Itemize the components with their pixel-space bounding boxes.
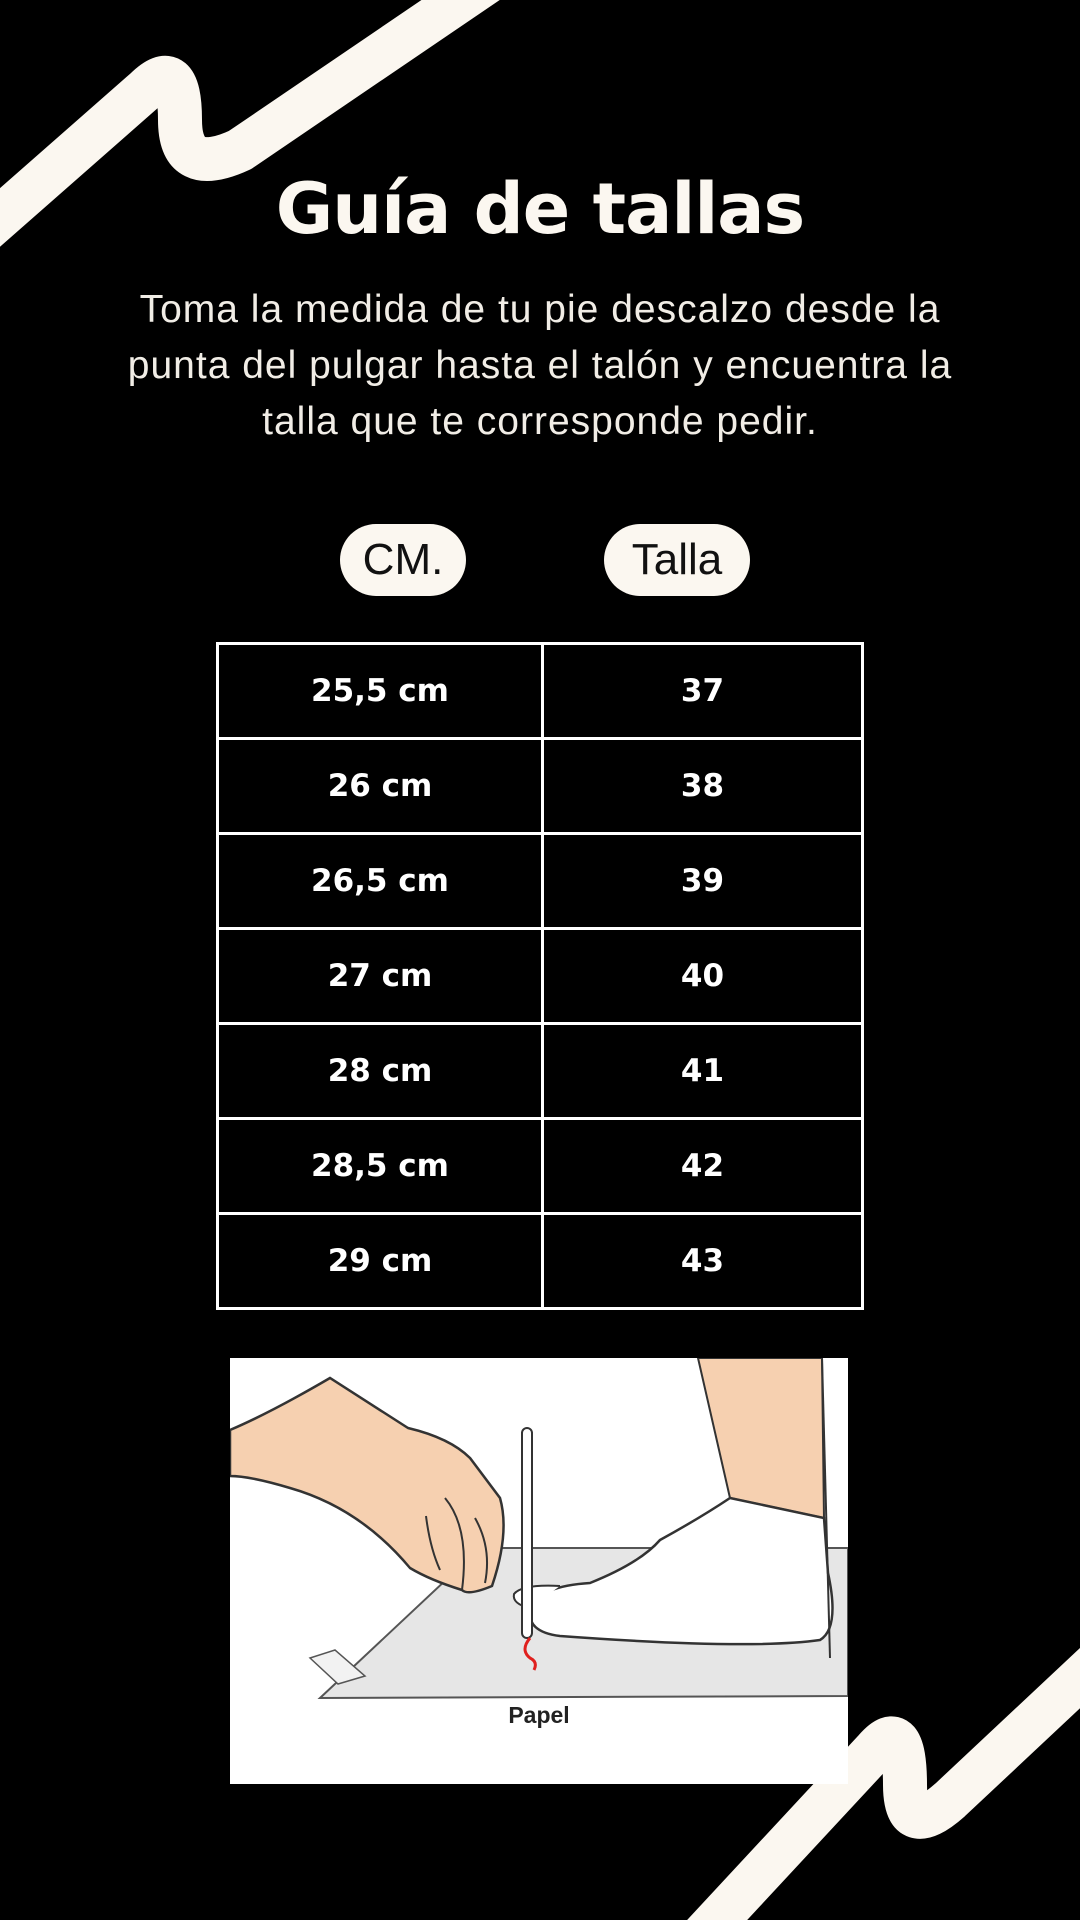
- cm-cell: 28,5 cm: [218, 1119, 543, 1214]
- column-header-talla: Talla: [604, 524, 750, 596]
- page-title: Guía de tallas: [275, 168, 805, 250]
- size-table: [216, 642, 864, 1310]
- cm-cell: 25,5 cm: [218, 644, 543, 739]
- table-row: [218, 929, 863, 1024]
- cm-cell: 29 cm: [218, 1214, 543, 1309]
- table-row: [218, 739, 863, 834]
- cm-cell: 28 cm: [218, 1024, 543, 1119]
- talla-cell: 43: [543, 1214, 863, 1309]
- table-row: [218, 834, 863, 929]
- table-row: [218, 644, 863, 739]
- foot-measuring-illustration: [230, 1358, 848, 1784]
- cm-cell: 26 cm: [218, 739, 543, 834]
- table-row: [218, 1024, 863, 1119]
- table-row: [218, 1214, 863, 1309]
- talla-cell: 42: [543, 1119, 863, 1214]
- table-row: [218, 1119, 863, 1214]
- paper-label: Papel: [508, 1702, 570, 1728]
- pen: [522, 1428, 532, 1638]
- talla-cell: 41: [543, 1024, 863, 1119]
- talla-cell: 38: [543, 739, 863, 834]
- leg: [698, 1358, 824, 1518]
- cm-cell: 27 cm: [218, 929, 543, 1024]
- instructions-text: Toma la medida de tu pie descalzo desde la punta del pulgar hasta el talón y encuentra la talla que te corresponde pedir.: [127, 288, 953, 443]
- column-header-cm: CM.: [340, 524, 466, 596]
- arm: [230, 1378, 504, 1592]
- cm-cell: 26,5 cm: [218, 834, 543, 929]
- talla-cell: 37: [543, 644, 863, 739]
- talla-cell: 40: [543, 929, 863, 1024]
- talla-cell: 39: [543, 834, 863, 929]
